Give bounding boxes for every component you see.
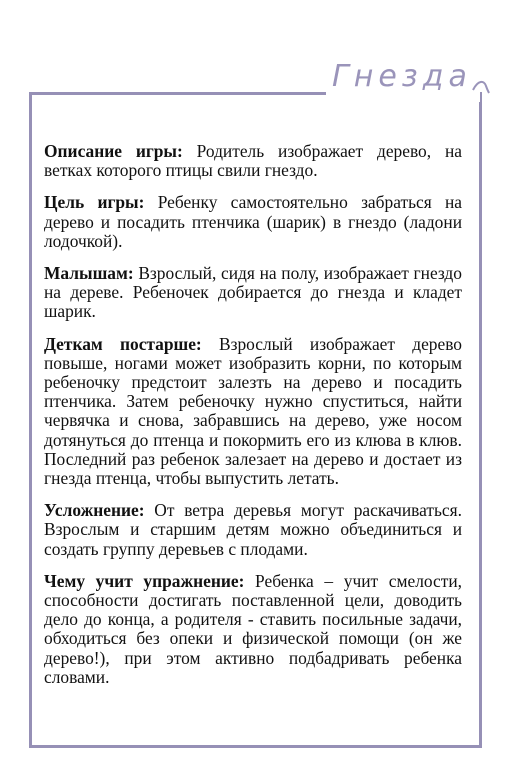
paragraph-label: Чему учит упражнение:: [44, 570, 245, 591]
paragraph-label: Малышам:: [44, 263, 134, 284]
paragraph-text: От ветра деревья могут раскачиваться. Взрослым и старшим детям можно объединиться и создать группу деревьев с плодами.: [44, 500, 462, 559]
paragraph-benefits: [44, 572, 462, 687]
paragraph-label: Описание игры:: [44, 141, 183, 161]
paragraph-text: Ребенку самостоятельно забраться на дерево и посадить птенчика (шарик) в гнездо (ладони лодочкой).: [44, 192, 462, 251]
paragraph-label: Цель игры:: [44, 192, 145, 213]
title-swash-decoration: [472, 76, 490, 94]
paragraph-toddlers: [44, 264, 462, 322]
paragraph-older-kids: [44, 335, 462, 489]
paragraph-complication: [44, 501, 462, 559]
paragraph-text: Взрослый изображает дерево повыше, ногами может изобразить корни, по которым ребеночку предстоит залезть на дерево и посадить птенчика. Затем ребеночку нужно спуститься, найти червячка и снова, забравшись на дерево, уже носом дотянуться до птенца и покормить его из клюва в клюв. Последний раз ребенок залезает на дерево и достает из гнезда птенца, чтобы выпустить летать.: [44, 333, 462, 489]
section-title: Гнезда: [332, 59, 472, 94]
paragraph-text: Ребенка – учит смелости, способности достигать поставленной цели, доводить дело до конца, а родителя - ставить посильные задачи, обходиться без опеки и физической помощи (он же дерево!), при этом активно подбадривать ребенка словами.: [44, 570, 462, 687]
paragraph-label: Деткам постарше:: [44, 333, 202, 354]
paragraph-text: Взрослый, сидя на полу, изображает гнездо на дереве. Ребеночек добирается до гнезда и кладет шарик.: [44, 263, 462, 322]
paragraph-text: Родитель изображает дерево, на ветках которого птицы свили гнездо.: [44, 141, 462, 181]
paragraph-goal: [44, 193, 462, 251]
game-description: [44, 142, 462, 700]
paragraph-description: [44, 142, 462, 180]
paragraph-label: Усложнение:: [44, 500, 145, 521]
